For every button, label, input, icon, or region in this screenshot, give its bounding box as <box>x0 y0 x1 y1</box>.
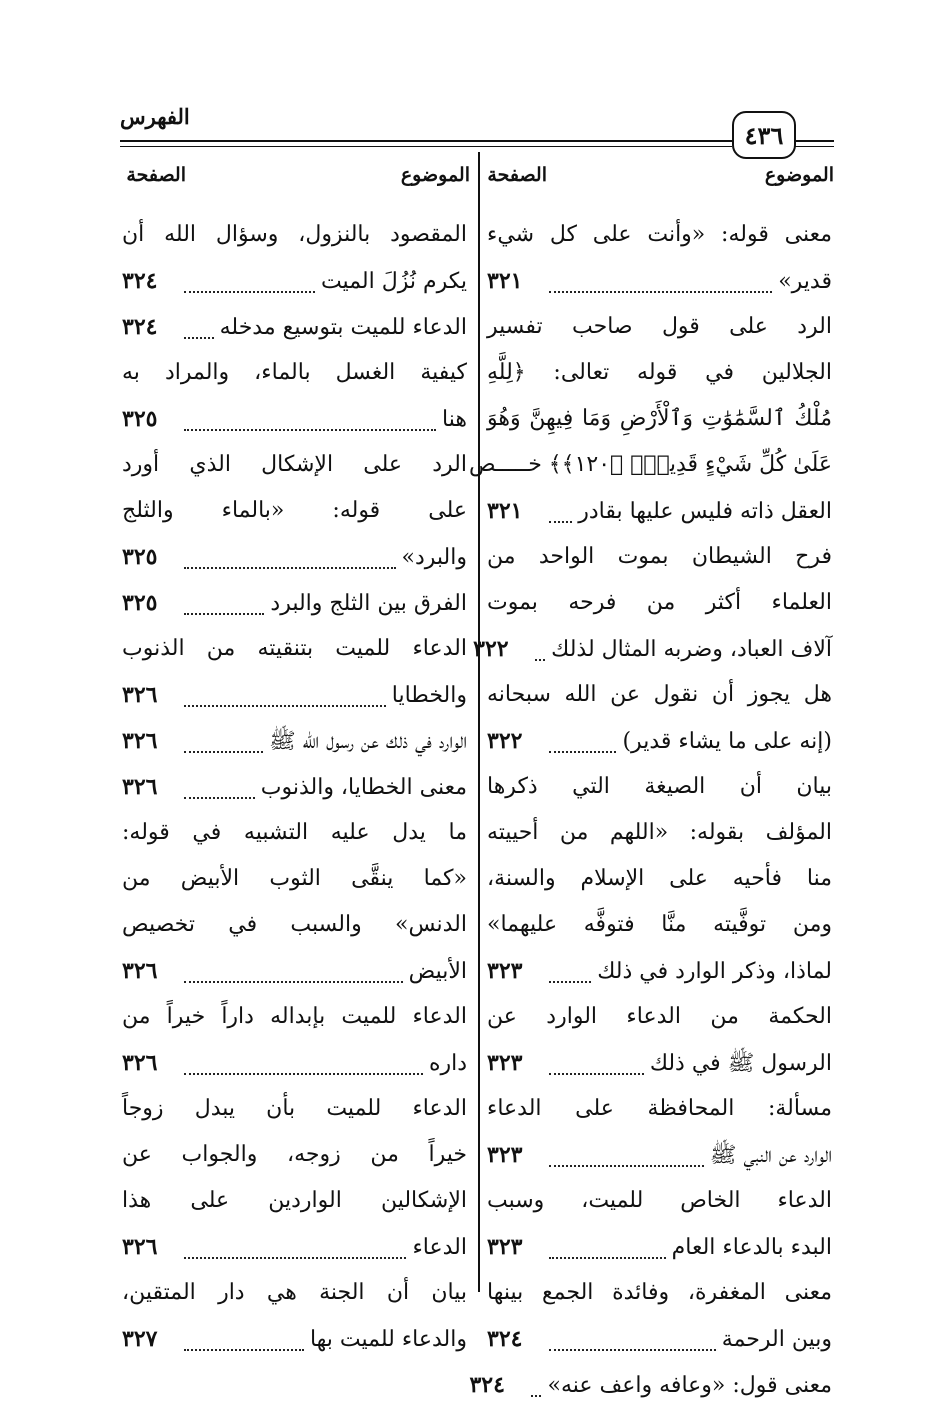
index-entry <box>487 212 832 304</box>
leader-dots <box>531 1395 541 1397</box>
entry-line <box>469 1362 832 1408</box>
page-ref: ٣٢٤ <box>122 268 158 294</box>
page-number: ٤٣٦ <box>744 120 784 150</box>
page-ref: ٣٢٥ <box>122 406 158 432</box>
entry-line <box>122 350 467 396</box>
page-ref: ٣٢٦ <box>122 728 158 754</box>
leader-dots <box>549 981 591 983</box>
entry-line <box>487 1270 832 1316</box>
right-page-heading: الصفحة <box>487 164 547 186</box>
entry-line <box>122 304 467 350</box>
entry-line <box>487 1316 832 1362</box>
entry-text: الفرق بين الثلج والبرد <box>270 591 467 616</box>
entry-text: لماذا، وذكر الوارد في ذلك <box>597 959 832 984</box>
entry-line <box>473 626 832 672</box>
entry-text: الحكمة من الدعاء الوارد عن <box>487 1004 832 1029</box>
entry-text: الجلالين في قوله تعالى: ﴿لِلَّهِ <box>487 360 832 385</box>
entry-line <box>122 1040 467 1086</box>
entry-line <box>122 212 467 258</box>
page-ref: ٣٢٧ <box>122 1326 158 1352</box>
entry-text: المقصود بالنزول، وسؤال الله أن <box>122 222 467 247</box>
entry-text: وبين الرحمة <box>721 1327 832 1352</box>
header-rule-right <box>794 140 834 142</box>
entry-line <box>487 856 832 902</box>
index-entry <box>122 212 467 304</box>
leader-dots <box>184 613 264 615</box>
entry-text: هنا <box>442 407 467 432</box>
page-ref: ٣٢٣ <box>487 958 523 984</box>
entry-line <box>122 810 467 856</box>
entry-line <box>122 1270 467 1316</box>
entry-text: خيراً من زوجه، والجواب عن <box>122 1142 467 1167</box>
page-ref: ٣٢٣ <box>487 1142 523 1168</box>
leader-dots <box>549 1349 716 1351</box>
entry-line <box>122 856 467 902</box>
entry-line <box>487 580 832 626</box>
left-topic-heading: الموضوع <box>400 164 470 186</box>
entry-line <box>122 902 467 948</box>
index-entry <box>487 1270 832 1362</box>
entry-line <box>487 902 832 948</box>
header-rule-left <box>120 140 732 142</box>
index-entry <box>122 1270 467 1362</box>
index-entry <box>487 1086 832 1178</box>
entry-text: معنى قول: «وعافه واعف عنه» <box>547 1373 832 1398</box>
leader-dots <box>184 337 214 339</box>
page-ref: ٣٢١ <box>487 268 523 294</box>
leader-dots <box>184 1257 406 1259</box>
entry-line <box>122 1132 467 1178</box>
entry-line <box>487 1178 832 1224</box>
entry-line <box>487 994 832 1040</box>
running-title: الفهرس <box>120 104 190 129</box>
index-entry <box>122 994 467 1086</box>
entry-text: الدعاء <box>412 1235 467 1260</box>
right-index-column <box>469 212 832 1398</box>
entry-text: يكرم نُزُلَ الميت <box>320 269 467 294</box>
entry-text: معنى المغفرة، وفائدة الجمع بينها <box>487 1280 832 1305</box>
entry-text: الأبيض <box>408 959 467 984</box>
entry-text: العقل ذاته فليس عليها بقادر <box>578 499 832 524</box>
leader-dots <box>184 797 255 799</box>
entry-line <box>122 396 467 442</box>
entry-line <box>122 948 467 994</box>
page-ref: ٣٢٤ <box>122 314 158 340</box>
entry-text: «كما ينقَّى الثوب الأبيض من <box>122 866 467 891</box>
index-entry <box>122 810 467 994</box>
entry-line <box>122 994 467 1040</box>
entry-line <box>487 1224 832 1270</box>
index-entry <box>469 1362 832 1408</box>
entry-line <box>122 580 467 626</box>
entry-line <box>122 488 467 534</box>
page-ref: ٣٢٦ <box>122 958 158 984</box>
page-ref: ٣٢١ <box>487 498 523 524</box>
page-ref: ٣٢٣ <box>487 1234 523 1260</box>
entry-text: مسألة: المحافظة على الدعاء <box>487 1096 832 1121</box>
entry-text: قدير» <box>778 269 832 294</box>
leader-dots <box>549 521 572 523</box>
index-entry <box>487 1178 832 1270</box>
leader-dots <box>549 1165 704 1167</box>
header-rule-left-2 <box>120 146 732 147</box>
entry-text: الدعاء للميت بإبداله داراً خيراً من <box>122 1004 467 1029</box>
page-ref: ٣٢٦ <box>122 682 158 708</box>
index-entry <box>487 764 832 994</box>
page-ref: ٣٢٥ <box>122 544 158 570</box>
page-ref: ٣٢٦ <box>122 1050 158 1076</box>
entry-line <box>487 534 832 580</box>
leader-dots <box>184 1073 423 1075</box>
entry-text: الدنس» والسبب في تخصيص <box>122 912 467 937</box>
entry-line <box>487 672 832 718</box>
page-ref: ٣٢٤ <box>469 1372 505 1398</box>
entry-line <box>487 764 832 810</box>
leader-dots <box>535 659 545 661</box>
entry-text: الدعاء الخاص للميت، وسبب <box>487 1188 832 1213</box>
leader-dots <box>184 981 403 983</box>
page-ref: ٣٢٢ <box>487 728 523 754</box>
index-entry <box>122 1086 467 1270</box>
entry-text: منا فأحيه على الإسلام والسنة، <box>487 866 832 891</box>
leader-dots <box>184 291 315 293</box>
leader-dots <box>549 1073 644 1075</box>
entry-text: عَلَىٰ كُلِّ شَيْءٍ قَدِيرٌۢ ﴿١٢٠﴾﴾ خـــــص <box>469 452 832 477</box>
leader-dots <box>549 1257 666 1259</box>
leader-dots <box>184 705 386 707</box>
entry-line <box>487 948 832 994</box>
entry-text: الوارد في ذلك عن رسول الله ﷺ <box>269 729 467 754</box>
entry-text: كيفية الغسل بالماء، والمراد به <box>122 360 467 385</box>
page-ref: ٣٢٥ <box>122 590 158 616</box>
entry-text: هل يجوز أن نقول عن الله سبحانه <box>487 682 832 707</box>
entry-line <box>487 350 832 396</box>
entry-line <box>122 534 467 580</box>
right-topic-heading: الموضوع <box>764 164 834 186</box>
page-ref: ٣٢٢ <box>473 636 509 662</box>
entry-line <box>122 626 467 672</box>
index-entry <box>487 994 832 1086</box>
entry-line <box>122 1178 467 1224</box>
entry-text: والبرد» <box>401 545 467 570</box>
entry-text: البدء بالدعاء العام <box>671 1235 832 1260</box>
entry-text: الدعاء للميت بتوسيع مدخله <box>219 315 467 340</box>
entry-line <box>487 1086 832 1132</box>
entry-line <box>122 1316 467 1362</box>
entry-text: المؤلف بقوله: «اللهم من أحييته <box>487 820 832 845</box>
left-index-column <box>122 212 467 1352</box>
entry-line <box>122 1086 467 1132</box>
entry-text: الدعاء للميت بتنقيته من الذنوب <box>122 636 467 661</box>
page-ref: ٣٢٤ <box>487 1326 523 1352</box>
page-ref: ٣٢٦ <box>122 774 158 800</box>
index-entry <box>122 626 467 718</box>
entry-text: بيان أن الجنة هي دار المتقين، <box>122 1280 467 1305</box>
entry-text: العلماء أكثر من فرحه بموت <box>487 590 832 615</box>
entry-line <box>487 258 832 304</box>
entry-line <box>487 396 832 442</box>
entry-text: (إنه على ما يشاء قدير) <box>622 729 832 754</box>
entry-line <box>487 212 832 258</box>
entry-text: الإشكالين الواردين على هذا <box>122 1188 467 1213</box>
page-ref: ٣٢٦ <box>122 1234 158 1260</box>
entry-line <box>487 718 832 764</box>
leader-dots <box>184 567 396 569</box>
entry-line <box>487 810 832 856</box>
page-number-box <box>732 111 796 159</box>
entry-text: ومن توفَّيته منَّا فتوفَّه عليهما» <box>487 912 832 937</box>
entry-text: والدعاء للميت بها <box>309 1327 467 1352</box>
entry-text: بيان أن الصيغة التي ذكرها <box>487 774 832 799</box>
leader-dots <box>549 751 616 753</box>
entry-text: معنى الخطايا، والذنوب <box>260 775 467 800</box>
entry-text: مُلْكُ ٱلسَّمَٰوَٰتِ وَٱلْأَرْضِ وَمَا فِيهِنَّ وَهُوَ <box>487 406 832 431</box>
entry-text: الوارد عن النبي ﷺ <box>709 1143 832 1168</box>
entry-text: الرسول ﷺ في ذلك <box>649 1051 832 1076</box>
left-page-heading: الصفحة <box>126 164 186 186</box>
entry-line <box>122 1224 467 1270</box>
index-entry <box>487 672 832 764</box>
entry-text: والخطايا <box>391 683 467 708</box>
entry-line <box>122 764 467 810</box>
index-entry <box>122 304 467 350</box>
index-entry <box>122 442 467 580</box>
entry-text: الرد على قول صاحب تفسير <box>487 314 832 339</box>
index-entry <box>473 534 832 672</box>
entry-text: ما يدل عليه التشبيه في قوله: <box>122 820 467 845</box>
entry-text: داره <box>428 1051 467 1076</box>
entry-text: معنى قوله: «وأنت على كل شيء <box>487 222 832 247</box>
header-rule-right-2 <box>794 146 834 147</box>
entry-text: آلاف العباد، وضربه المثال لذلك <box>551 637 832 662</box>
entry-text: الدعاء للميت بأن يبدل زوجاً <box>122 1096 467 1121</box>
entry-text: على قوله: «بالماء والثلج <box>122 498 467 523</box>
entry-line <box>487 488 832 534</box>
leader-dots <box>184 429 436 431</box>
leader-dots <box>549 291 772 293</box>
entry-line <box>487 304 832 350</box>
entry-line <box>122 258 467 304</box>
entry-text: الرد على الإشكال الذي أورد <box>122 452 467 477</box>
index-entry <box>122 350 467 442</box>
entry-line <box>122 672 467 718</box>
index-entry <box>122 718 467 764</box>
entry-text: فرح الشيطان بموت الواحد من <box>487 544 832 569</box>
entry-line <box>122 442 467 488</box>
entry-line <box>122 718 467 764</box>
index-entry <box>122 580 467 626</box>
column-divider <box>478 152 480 1292</box>
index-entry <box>122 764 467 810</box>
leader-dots <box>184 1349 304 1351</box>
leader-dots <box>184 751 263 753</box>
entry-line <box>487 1040 832 1086</box>
entry-line <box>487 1132 832 1178</box>
entry-line <box>469 442 832 488</box>
page-ref: ٣٢٣ <box>487 1050 523 1076</box>
index-entry <box>469 304 832 534</box>
